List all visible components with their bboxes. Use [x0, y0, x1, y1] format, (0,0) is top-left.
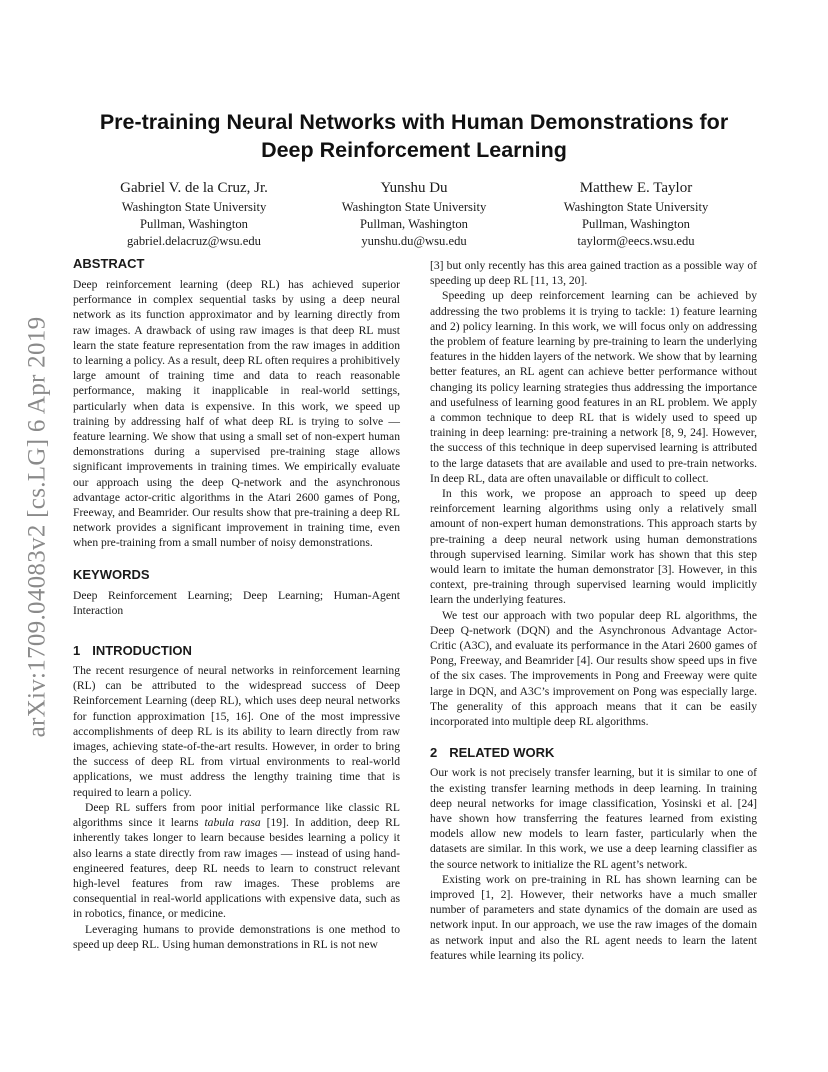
author-email: gabriel.delacruz@wsu.edu	[127, 234, 261, 248]
paper-title-line-2: Deep Reinforcement Learning	[261, 138, 567, 162]
keywords-text: Deep Reinforcement Learning; Deep Learning; Human-Agent Interaction	[73, 588, 400, 617]
paragraph-text: Deep RL suffers from poor initial performance like classic RL algorithms since it learns	[73, 800, 400, 830]
author-email: yunshu.du@wsu.edu	[361, 234, 467, 248]
paragraph-text: [19]. In addition, deep RL inherently takes longer to learn because besides learning a policy it also learns a state directly from raw images — instead of using hand-engineered features, deep RL needs to learn to construct relevant high-level features from raw images. These problems are consequential in real-world applications with expensive data, such as in robotics, finance, or medicine.	[73, 816, 400, 921]
author-name: Matthew E. Taylor	[579, 180, 693, 196]
author-location: Pullman, Washington	[582, 217, 690, 231]
author-name: Yunshu Du	[380, 180, 448, 196]
introduction-heading	[73, 642, 400, 659]
author-block-2	[294, 178, 534, 250]
section-number: 1	[73, 643, 81, 659]
paper-title	[60, 108, 768, 164]
keywords-heading: KEYWORDS	[73, 566, 150, 582]
abstract-heading: ABSTRACT	[73, 256, 145, 271]
introduction-paragraph-3: Leveraging humans to provide demonstrations is one method to speed up deep RL. Using human demonstrations in RL is not new	[73, 922, 400, 951]
abstract-text: Deep reinforcement learning (deep RL) has achieved superior performance in complex sequential tasks by using a deep neural network as its function approximator and by learning directly from raw images. A drawback of using raw images is that deep RL must learn the state feature representation from the raw images in addition to learning a policy. As a result, deep RL often requires a prohibitively large amount of training time and data to reach reasonable performance, making it inapplicable in real-world settings, particularly when data is expensive. In this work, we speed up training by addressing half of what deep RL is trying to solve — feature learning. We show that using a small set of non-expert human demonstrations during a supervised pre-training stage allows significant improvements in training times. We empirically evaluate our approach using the deep Q-network and the asynchronous advantage actor-critic algorithms in the Atari 2600 games of Pong, Freeway, and Beamrider. Our results show that pre-training a deep RL network provides a significant improvement in training time, even when pre-training from a small number of noisy demonstrations.	[73, 278, 400, 550]
left-column	[73, 255, 400, 952]
introduction-paragraph-5: In this work, we propose an approach to speed up deep reinforcement learning algorithms using only a relatively small amount of non-expert human demonstrations. This approach starts by pre-training a deep neural network using human demonstrations through supervised learning. Similar work has shown that this step would learn to imitate the human demonstrator [3]. However, in this context, pre-training through supervised learning would implicitly learn the underlying features.	[430, 487, 757, 607]
author-location: Pullman, Washington	[360, 217, 468, 231]
introduction-paragraph-3-continued: [3] but only recently has this area gained traction as a possible way of speeding up deep RL [11, 13, 20].	[430, 259, 757, 288]
author-block-1	[74, 178, 314, 250]
section-title: INTRODUCTION	[92, 643, 192, 659]
section-title: RELATED WORK	[449, 745, 555, 761]
author-block-3	[516, 178, 756, 250]
emphasized-term: tabula rasa	[204, 816, 261, 830]
arxiv-identifier: arXiv:1709.04083v2 [cs.LG] 6 Apr 2019	[23, 316, 50, 738]
introduction-paragraph-4: Speeding up deep reinforcement learning can be achieved by addressing the two problems it is trying to tackle: 1) feature learning and 2) policy learning. In this work, we will focus only on addressing the problem of feature learning by pre-training to learn the underlying features in the hidden layers of the network. We show that by learning better features, an RL agent can achieve better performance without changing its policy learning strategies thus addressing the importance and usefulness of learning good features in an RL problem. We apply a common technique to deep RL that is widely used to speed up training in deep learning: pre-training a network [8, 9, 24]. However, the success of this technique in deep supervised learning is attributed to the large datasets that are available and used to pre-train networks. In deep RL, data are often unavailable or difficult to collect.	[430, 289, 757, 485]
author-email: taylorm@eecs.wsu.edu	[577, 234, 695, 248]
author-location: Pullman, Washington	[140, 217, 248, 231]
author-affiliation: Washington State University	[121, 200, 267, 214]
section-number: 2	[430, 745, 438, 761]
related-work-heading	[430, 744, 757, 761]
author-name: Gabriel V. de la Cruz, Jr.	[120, 180, 268, 196]
related-work-paragraph-2: Existing work on pre-training in RL has shown learning can be improved [1, 2]. However, their networks have a much smaller number of parameters and state dynamics of the domain are used as network input. In our approach, we use the raw images of the domain as network input and also the RL agent needs to learn the latent features while learning its policy.	[430, 872, 757, 962]
paper-title-line-1: Pre-training Neural Networks with Human Demonstrations for	[99, 110, 729, 134]
arxiv-sidebar-stamp	[15, 292, 59, 762]
author-affiliation: Washington State University	[563, 200, 709, 214]
introduction-paragraph-1: The recent resurgence of neural networks in reinforcement learning (RL) can be attributed to the widespread success of Deep Reinforcement Learning (deep RL), which uses deep neural networks for function approximation [15, 16]. One of the most impressive accomplishments of deep RL is its ability to learn directly from raw images, achieving state-of-the-art results. However, in order to bring the success of deep RL from virtual environments to real-world applications, we must address the lengthy training time that is required to learn a policy.	[73, 664, 400, 799]
related-work-paragraph-1: Our work is not precisely transfer learning, but it is similar to one of the existing transfer learning methods in deep learning. In training deep neural networks for image classification, Yosinski et al. [24] have shown how transferring the features learned from existing models allow new models to learn faster, particularly when the datasets are similar. In this work, we use a deep learning classifier as the source network to initialize the RL agent’s network.	[430, 766, 757, 871]
introduction-paragraph-6: We test our approach with two popular deep RL algorithms, the Deep Q-network (DQN) and the Asynchronous Advantage Actor-Critic (A3C), and evaluate its performance in the Atari 2600 games of Pong, Freeway, and Beamrider [4]. Our results show speed ups in five of the six cases. The improvements in Pong and Freeway were quite large in DQN, and A3C’s improvement on Pong was especially large. The generality of this approach means that it can be easily incorporated into multiple deep RL algorithms.	[430, 608, 757, 729]
introduction-paragraph-2	[73, 800, 400, 922]
right-column	[430, 258, 757, 963]
author-affiliation: Washington State University	[341, 200, 487, 214]
